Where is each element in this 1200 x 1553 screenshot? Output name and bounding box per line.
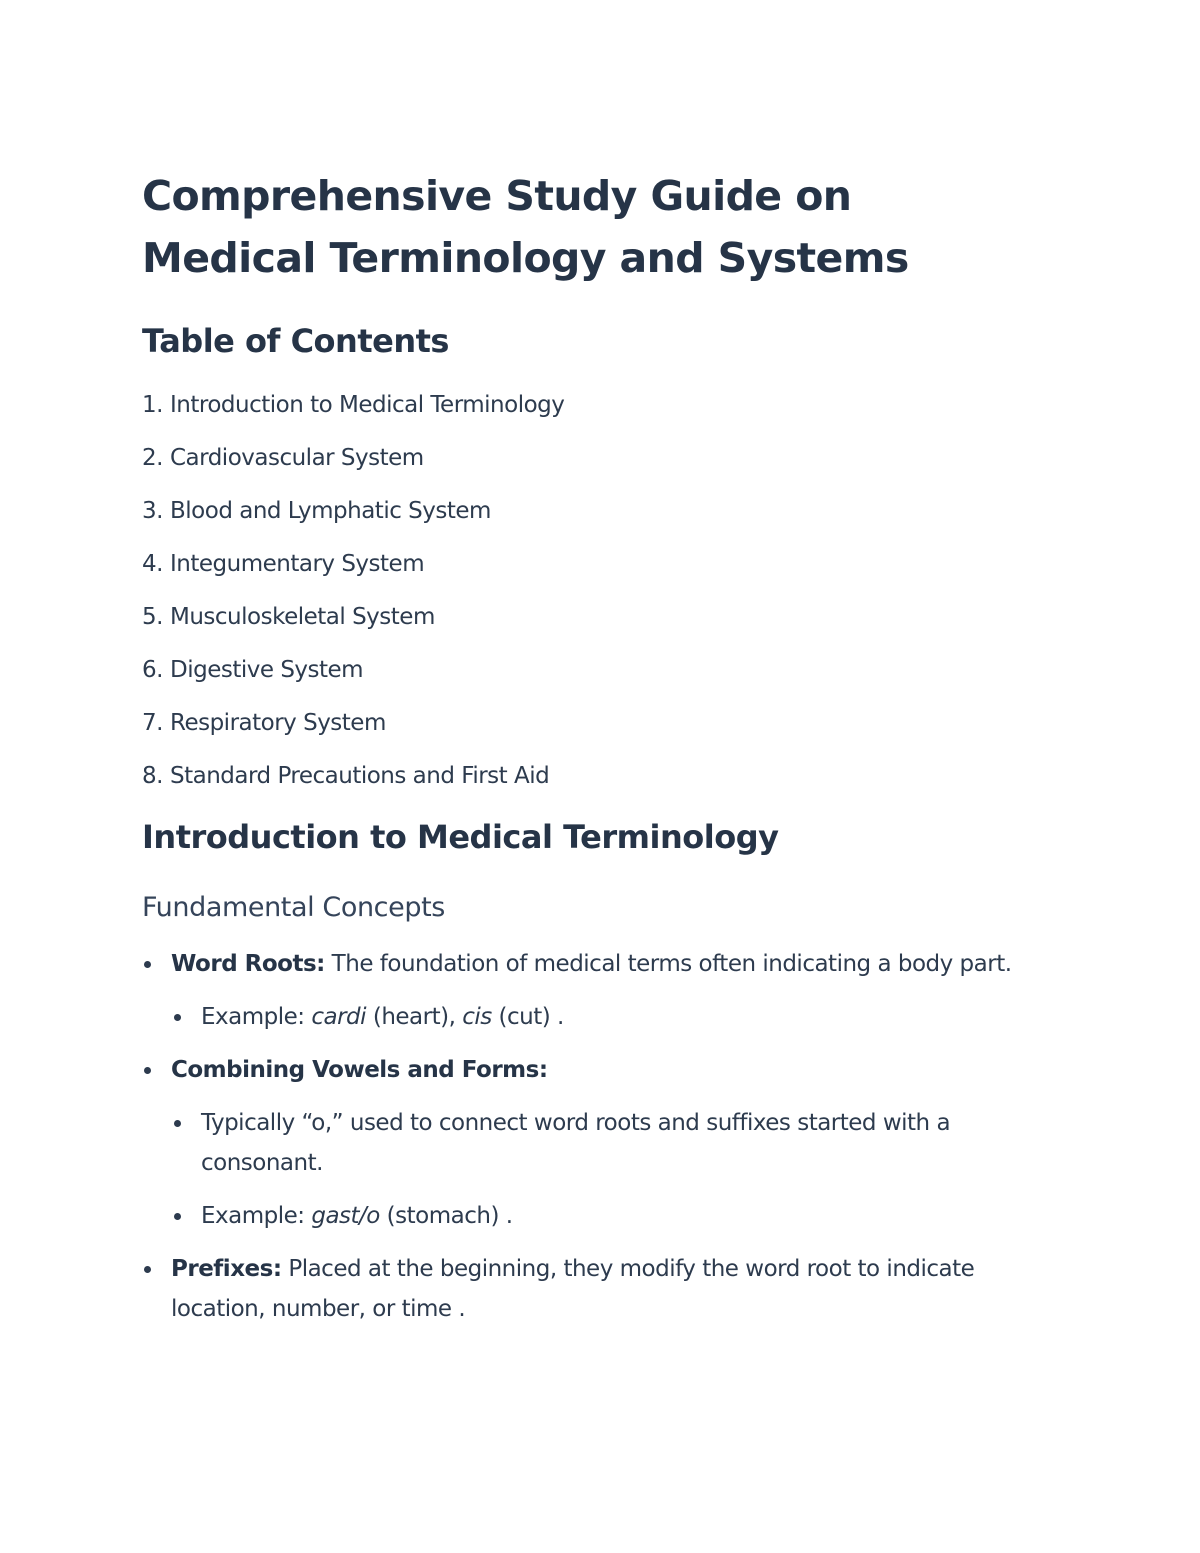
toc-label: Musculoskeletal System: [170, 604, 435, 630]
table-of-contents: [142, 379, 1062, 803]
toc-item[interactable]: [142, 379, 1062, 432]
term-prefixes: Prefixes:: [171, 1256, 282, 1282]
example-gloss: (stomach) .: [379, 1203, 513, 1229]
toc-number: 3.: [142, 498, 163, 524]
title-line-2: Medical Terminology and Systems: [142, 234, 909, 282]
toc-item[interactable]: [142, 432, 1062, 485]
toc-label: Integumentary System: [170, 551, 425, 577]
definition-prefixes: Placed at the beginning, they modify the word root to indicate location, number, or time .: [171, 1256, 975, 1322]
toc-item[interactable]: [142, 538, 1062, 591]
example-word-roots: [171, 997, 1062, 1037]
example-label: Example:: [201, 1203, 312, 1229]
toc-heading: Table of Contents: [142, 322, 449, 360]
toc-item[interactable]: [142, 644, 1062, 697]
toc-item[interactable]: [142, 697, 1062, 750]
toc-number: 7.: [142, 710, 163, 736]
term-word-roots: Word Roots:: [171, 951, 325, 977]
example-gloss: (cut) .: [491, 1004, 564, 1030]
combining-sublist: [171, 1103, 1062, 1236]
concept-combining-vowels: [142, 1050, 1062, 1236]
toc-item[interactable]: [142, 750, 1062, 803]
example-gloss: (heart),: [366, 1004, 463, 1030]
term-combining-vowels: Combining Vowels and Forms:: [171, 1057, 548, 1083]
example-label: Example:: [201, 1004, 312, 1030]
toc-label: Blood and Lymphatic System: [170, 498, 491, 524]
title-line-1: Comprehensive Study Guide on: [142, 172, 852, 220]
toc-label: Standard Precautions and First Aid: [170, 763, 550, 789]
toc-label: Cardiovascular System: [170, 445, 424, 471]
toc-number: 2.: [142, 445, 163, 471]
toc-number: 5.: [142, 604, 163, 630]
document-page: [142, 165, 1062, 1342]
document-title: [142, 165, 1062, 289]
toc-item[interactable]: [142, 591, 1062, 644]
section-heading-introduction: Introduction to Medical Terminology: [142, 818, 779, 856]
example-term-cardi: cardi: [311, 1004, 367, 1030]
toc-number: 1.: [142, 392, 163, 418]
word-roots-sublist: [171, 997, 1062, 1037]
example-term-gast-o: gast/o: [311, 1203, 380, 1229]
example-combining: [171, 1196, 1062, 1236]
toc-label: Respiratory System: [170, 710, 386, 736]
combining-description: Typically “o,” used to connect word roots and suffixes started with a consonant.: [171, 1103, 1062, 1183]
concept-word-roots: [142, 944, 1062, 1037]
toc-label: Introduction to Medical Terminology: [170, 392, 565, 418]
concept-list: [142, 944, 1062, 1329]
toc-label: Digestive System: [170, 657, 364, 683]
definition-word-roots: The foundation of medical terms often indicating a body part.: [324, 951, 1012, 977]
subsection-heading-fundamental-concepts: Fundamental Concepts: [142, 892, 445, 923]
toc-number: 4.: [142, 551, 163, 577]
toc-number: 6.: [142, 657, 163, 683]
concept-prefixes: [142, 1249, 1062, 1329]
example-term-cis: cis: [462, 1004, 492, 1030]
toc-item[interactable]: [142, 485, 1062, 538]
toc-number: 8.: [142, 763, 163, 789]
